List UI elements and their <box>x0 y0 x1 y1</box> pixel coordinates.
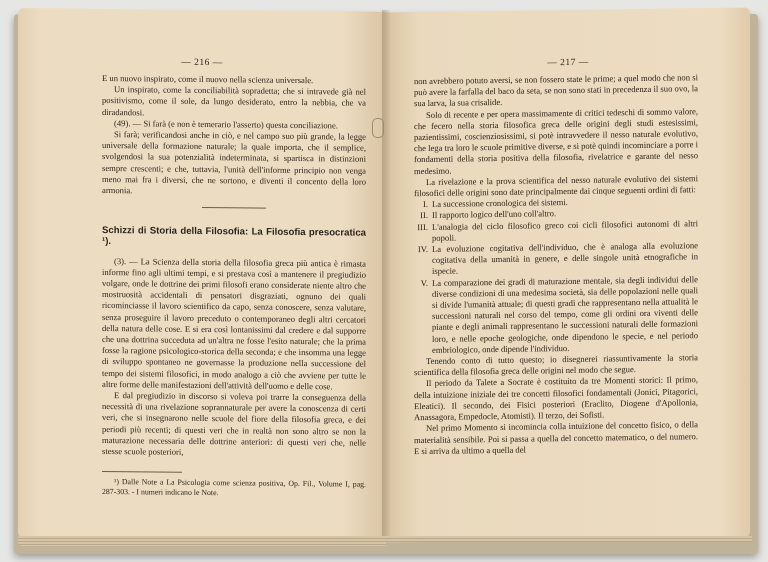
list-number: IV. <box>417 244 428 255</box>
paragraph-continued: non avrebbero potuto aversi, se non fossero state le prime; a quel modo che non si può avere la farfalla del baco da seta, se non sono stati in precedenza il suo ovo, la sua larva, la sua crisalide. <box>414 72 698 109</box>
left-page <box>18 8 386 542</box>
facts-list <box>414 195 698 356</box>
intro-line-1: E un nuovo inspirato, come il nuovo nella scienza universale. <box>102 72 314 86</box>
paragraph-periodo: Il periodo da Talete a Socrate è costituito da tre Momenti storici: Il primo, della intuizione iniziale dei tre concetti filosofici fondamentali (Jonici, Pitagorici, Eleatici). Il secondo, dei Fisici posteriori (Eraclito, Diogene d'Apollonia, Anassagora, Empedocle, Atomisti). Il terzo, dei Sofisti. <box>414 374 698 423</box>
paragraph-49: (49). — Si farà (e non è temerario l'asserto) questa conciliazione. <box>114 117 338 131</box>
list-text: La evoluzione cogitativa dell'individuo, che è analoga alla evoluzione cogitativa della umanità in genere, e delle singole unità etnografiche in ispecie. <box>432 240 698 277</box>
paragraph-tenendo: Tenendo conto di tutto questo; io disegnerei riassuntivamente la storia scientifica della filosofia greca delle origini nel modo che segue. <box>414 352 698 378</box>
list-text: La comparazione dei gradi di maturazione mentale, sia degli individui delle diverse condizioni di una medesima società, sia delle popolazioni nelle quali si divide l'umanità attuale; di questi gradi che rappresentano nella attualità le successioni naturali nel corso del tempo, come gli ordini ora viventi delle piante e degli animali rappresentano le successioni naturali delle formazioni loro, e nelle epoche geologiche, onde dipendono le specie, e nel periodo embriologico, onde dipende l'individuo. <box>432 273 698 355</box>
page-number-left: — 216 — <box>181 57 223 69</box>
paragraph-si-fara: Si farà; verificandosi anche in ciò, e nel campo suo più grande, la legge universale della formazione naturale; la quale importa, che il semplice, svolgendosi la sua potenzialità indeterminata, si spartisca in distinzioni sempre crescenti; e che, tuttavia, l'unità dell'informe principio non venga meno mai fra i diversi, che ne sortono, e diventi il concento della loro armonia. <box>102 129 366 196</box>
section-heading: Schizzi di Storia della Filosofia: La Filosofia presocratica ¹). <box>102 225 366 248</box>
paragraph-3: (3). — La Scienza della storia della filosofia greca più antica è rimasta informe fino agli ultimi tempi, e si prestava così a mantenere il pregiudizio volgare, onde le dottrine dei primi filosofi erano considerate niente altro che mostruosità accidentali di pensatori disgraziati, ognuno dei quali ricominciasse il lavoro scientifico da capo, senza conoscere, senza valutare, senza proseguire il lavoro preceduto o contemporaneo degli altri cercatori della natura delle cose. E si era così lontanissimi dal credere e dal supporre che una dottrina succeduta ad un'altra ne fosse l'esito naturale; che la prima fosse la ragione psicologico-storica della seconda; e che insomma una legge di sviluppo spontaneo ne governasse la produzione nella successione del tempo dei sistemi filosofici, in modo analogo a ciò che avviene per tutte le altre forme delle manifestazioni dell'attività dell'uomo e delle cose. <box>102 255 366 392</box>
left-page-text <box>18 72 386 500</box>
list-text: La successione cronologica dei sistemi. <box>432 197 568 210</box>
book-gutter <box>382 10 390 542</box>
footnote: ¹) Dalle Note a La Psicologia come scienza positiva, Op. Fil., Volume I, pag. 287-303. - I numeri indicano le Note. <box>102 477 366 498</box>
list-item <box>414 274 698 356</box>
intro-line-2: Un inspirato, come la conciliabilità sopradetta; che si intravede già nel positivismo, come il sole, da lungo desiderato, entro la nebbia, che va diradandosi. <box>102 84 366 118</box>
footnote-rule <box>102 471 182 473</box>
page-edges-left <box>18 536 386 546</box>
paragraph-primo-momento: Nel primo Momento si incomincia colla intuizione del concetto fisico, o della materialità sensibile. Poi si passa a quella del concetto matematico, o del numero. E si arriva da ultimo a quella del <box>414 419 698 456</box>
list-text: Il rapporto logico dell'uno coll'altro. <box>432 208 557 221</box>
binding-stitch <box>372 118 384 138</box>
right-page <box>386 7 750 542</box>
list-text: L'analogia del ciclo filosofico greco coi cicli filosofici autonomi di altri popoli. <box>432 217 698 243</box>
list-number: V. <box>420 277 428 288</box>
section-divider <box>202 207 266 209</box>
right-page-text <box>386 71 750 457</box>
paragraph-pregiudizio: E dal pregiudizio in discorso si voleva poi trarre la conseguenza della necessità di una rivelazione soprannaturale per avere la conoscenza di certi veri, che si insegnarono nelle scuole del fiore della filosofia greca, e dei periodi più recenti; di questi veri che in realtà non sono altro se non la maturazione necessaria delle dottrine anteriori: di questi veri che, nelle stesse scuole posteriori, <box>102 390 366 457</box>
list-number: I. <box>422 199 428 210</box>
paragraph-solo-di-recente: Solo di recente e per opera massimamente di critici tedeschi di sommo valore, che fecero nella storia filosofica greca delle origini degli studi estesissimi, pazientissimi, coscienziosissimi, si potè intravvedere il nesso naturale evolutivo, che lega tra loro le scuole primitive diverse, e si potè quindi incominciare a porre i fondamenti della storia positiva della filosofia, rivelatrice e garante del nesso medesimo. <box>414 105 698 176</box>
paragraph-rivelazione: La rivelazione e la prova scientifica del nesso naturale evolutivo dei sistemi filosofici delle origini sono date principalmente dai cinque seguenti ordini di fatti: <box>414 173 698 199</box>
page-number-right: — 217 — <box>547 57 589 69</box>
list-number: II. <box>420 210 428 221</box>
list-number: III. <box>417 221 428 232</box>
page-edges-right <box>386 536 752 542</box>
list-item <box>414 240 698 278</box>
